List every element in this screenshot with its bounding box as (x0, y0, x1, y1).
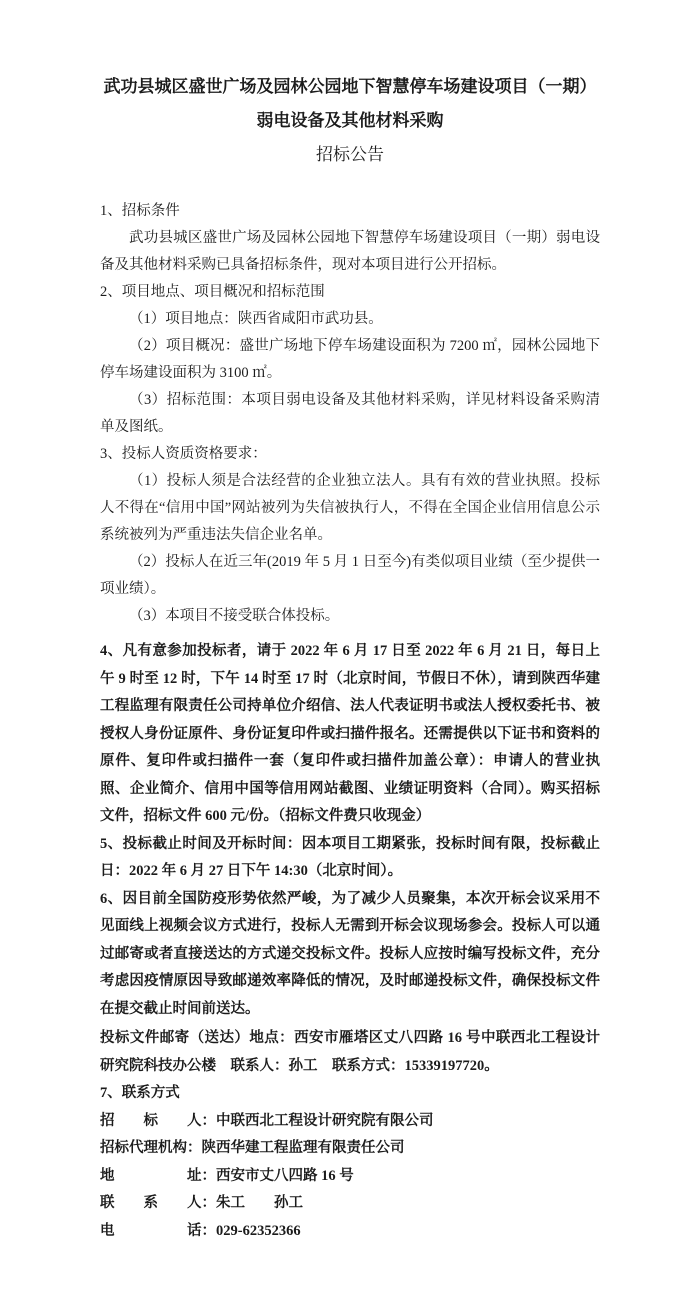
section-4-paragraph: 4、凡有意参加投标者，请于 2022 年 6 月 17 日至 2022 年 6 月 21 日，每日上午 9 时至 12 时，下午 14 时至 17 时（北京时间，节假日不休），请到陕西华建工程监理有限责任公司持单位介绍信、法人代表证明书或法人授权委托书、被授权人身份证原件、身份证复印件或扫描件报名。还需提供以下证书和资料的原件、复印件或扫描件一套（复印件或扫描件加盖公章）：申请人的营业执照、企业简介、信用中国等信用网站截图、业绩证明资料（合同）。购买招标文件，招标文件 600 元/份。（招标文件费只收现金） (100, 643, 600, 824)
mailing-address-paragraph: 投标文件邮寄（送达）地点：西安市雁塔区丈八四路 16 号中联西北工程设计研究院科技办公楼 联系人：孙工 联系方式：15339197720。 (100, 1030, 600, 1074)
document-body (100, 198, 600, 1245)
section-2-item-3: （3）招标范围：本项目弱电设备及其他材料采购，详见材料设备采购清单及图纸。 (100, 392, 600, 435)
section-6-paragraph: 6、因目前全国防疫形势依然严峻，为了减少人员聚集，本次开标会议采用不见面线上视频会议方式进行，投标人无需到开标会议现场参会。投标人可以通过邮寄或者直接送达的方式递交投标文件。投标人应按时编写投标文件，充分考虑因疫情原因导致邮递效率降低的情况，及时邮递投标文件，确保投标文件在提交截止时间前送达。 (100, 890, 600, 1017)
document-subtitle: 招标公告 (316, 145, 384, 164)
contact-agency-line: 招标代理机构：陕西华建工程监理有限责任公司 (100, 1140, 405, 1156)
section-2-heading: 2、项目地点、项目概况和招标范围 (100, 284, 325, 300)
section-3-item-3: （3）本项目不接受联合体投标。 (129, 608, 340, 624)
section-2-item-1: （1）项目地点：陕西省咸阳市武功县。 (129, 311, 383, 327)
contact-person-line: 联 系 人：朱工 孙工 (100, 1195, 303, 1211)
section-3-item-1: （1）投标人须是合法经营的企业独立法人。具有有效的营业执照。投标人不得在“信用中国”网站被列为失信被执行人，不得在全国企业信用信息公示系统被列为严重违法失信企业名单。 (100, 473, 600, 543)
document-title-line2: 弱电设备及其他材料采购 (256, 111, 444, 130)
document-header (100, 70, 600, 172)
section-7-heading: 7、联系方式 (100, 1085, 180, 1101)
contact-phone-line: 电 话：029-62352366 (100, 1222, 301, 1239)
section-3-heading: 3、投标人资质资格要求： (100, 446, 267, 462)
document-title-line1: 武功县城区盛世广场及园林公园地下智慧停车场建设项目（一期） (103, 77, 597, 96)
section-5-paragraph: 5、投标截止时间及开标时间：因本项目工期紧张，投标时间有限，投标截止日：2022 年 6 月 27 日下午 14:30（北京时间）。 (100, 835, 600, 879)
section-1-paragraph: 武功县城区盛世广场及园林公园地下智慧停车场建设项目（一期）弱电设备及其他材料采购已具备招标条件，现对本项目进行公开招标。 (100, 230, 600, 273)
document-title (100, 70, 600, 138)
section-1-heading: 1、招标条件 (100, 203, 180, 219)
contact-tenderer-line: 招 标 人：中联西北工程设计研究院有限公司 (100, 1112, 434, 1129)
section-2-item-2: （2）项目概况：盛世广场地下停车场建设面积为 7200 ㎡，园林公园地下停车场建设面积为 3100 ㎡。 (100, 338, 600, 381)
contact-address-line: 地 址：西安市丈八四路 16 号 (100, 1167, 354, 1184)
section-3-item-2: （2）投标人在近三年(2019 年 5 月 1 日至今)有类似项目业绩（至少提供一项业绩）。 (100, 554, 600, 597)
